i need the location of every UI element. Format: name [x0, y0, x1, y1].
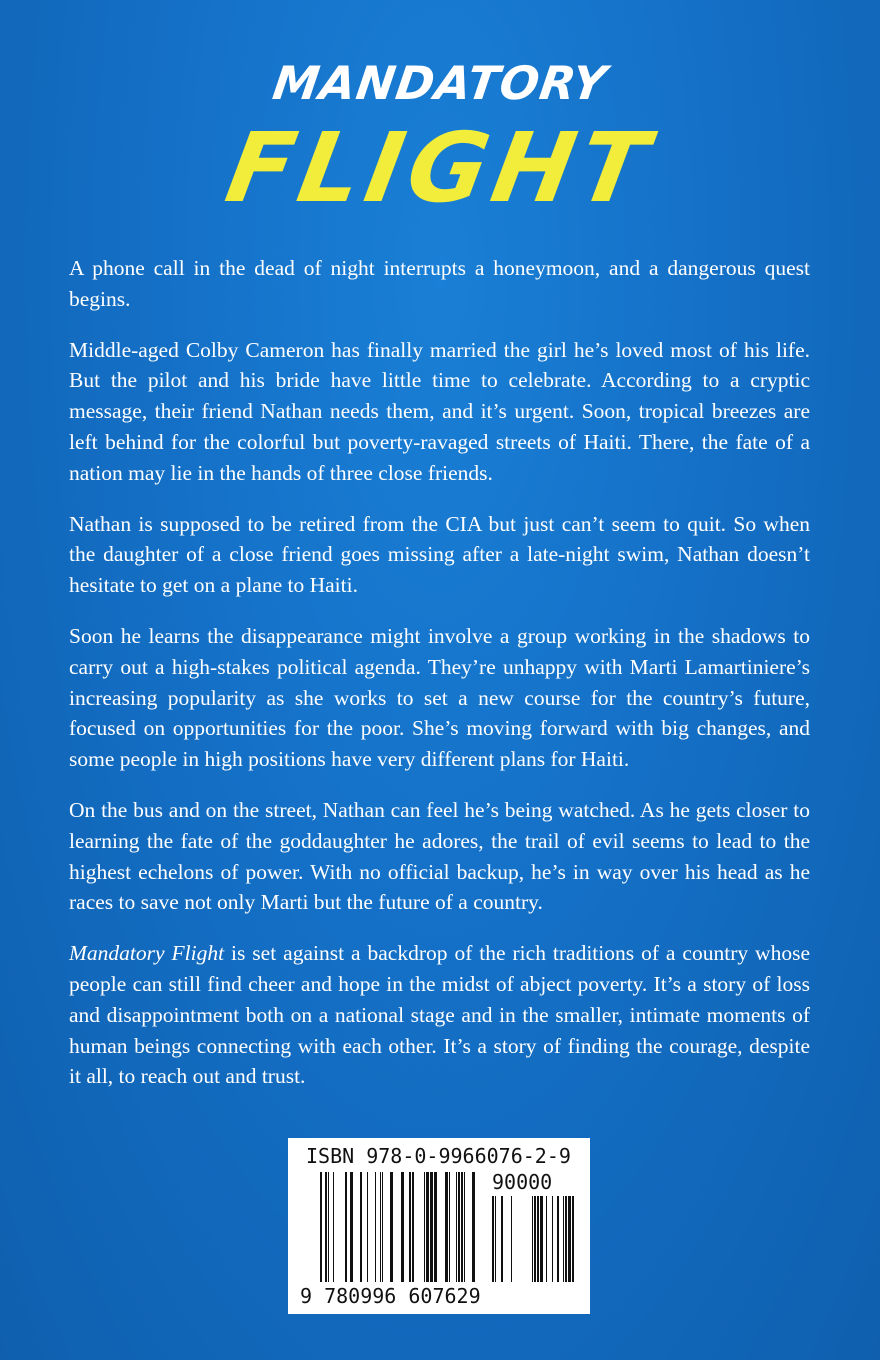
barcode-bar: [461, 1172, 463, 1282]
barcode-bar: [449, 1172, 450, 1282]
barcode-bar: [501, 1196, 503, 1282]
barcode-bar: [367, 1172, 368, 1282]
barcode-bar: [412, 1172, 414, 1282]
barcode-bar: [430, 1172, 433, 1282]
barcode-bar: [565, 1196, 567, 1282]
isbn-barcode: [288, 1138, 590, 1314]
barcode-bar: [464, 1172, 465, 1282]
barcode-bar: [350, 1172, 353, 1282]
blurb-paragraph-4: Soon he learns the disappearance might involve a group working in the shadows to carry out a high-stakes political agenda. They’re unhappy with Marti Lamartiniere’s increasing popularity as she works to set a new course for the country’s future, focused on opportunities for the poor. She’s moving forward with big changes, and some people in high positions have very different plans for Haiti.: [69, 623, 810, 772]
blurb-paragraph-3: Nathan is supposed to be retired from the CIA but just can’t seem to quit. So when the daughter of a close friend goes missing after a late-night swim, Nathan doesn’t hesitate to get on a plane to Haiti.: [69, 511, 810, 598]
price-addon-label: 90000: [492, 1170, 553, 1194]
barcode-bar: [375, 1172, 376, 1282]
barcode-bar: [390, 1172, 393, 1282]
barcode-bar: [458, 1172, 460, 1282]
barcode-bar: [495, 1196, 496, 1282]
barcode-bar: [532, 1196, 533, 1282]
barcode-bar: [333, 1172, 334, 1282]
barcode-bar: [328, 1172, 329, 1282]
barcode-bar: [456, 1172, 457, 1282]
isbn-label: ISBN 978-0-9966076-2-9: [306, 1144, 571, 1168]
barcode-bar: [380, 1172, 381, 1282]
blurb-paragraph-5: On the bus and on the street, Nathan can feel he’s being watched. As he gets closer to learning the fate of the goddaughter he adores, the trail of evil seems to lead to the highest echelons of power. With no official backup, he’s in way over his head as he races to save not only Marti but the future of a country.: [69, 797, 810, 915]
book-title-italic: Mandatory Flight: [69, 941, 225, 966]
barcode-bar: [568, 1196, 571, 1282]
barcode-bar: [325, 1172, 327, 1282]
title-mandatory: MANDATORY: [269, 56, 611, 110]
barcode-bar: [557, 1196, 559, 1282]
barcode-bar: [401, 1172, 404, 1282]
blurb: [69, 253, 810, 1112]
barcode-bar: [345, 1172, 347, 1282]
barcode-bar: [540, 1196, 543, 1282]
barcode-bar: [360, 1172, 362, 1282]
barcode-bar: [382, 1172, 383, 1282]
barcode-bar: [409, 1172, 411, 1282]
barcode-bar: [511, 1196, 512, 1282]
barcode-bar: [546, 1196, 547, 1282]
barcode-bar: [445, 1172, 448, 1282]
blurb-paragraph-1: A phone call in the dead of night interrupts a honeymoon, and a dangerous quest begins.: [69, 256, 810, 311]
blurb-paragraph-2: Middle-aged Colby Cameron has finally married the girl he’s loved most of his life. But the pilot and his bride have little time to celebrate. According to a cryptic message, their friend Nathan needs them, and it’s urgent. Soon, tropical breezes are left behind for the colorful but poverty-ravaged streets of Haiti. There, the fate of a nation may lie in the hands of three close friends.: [69, 337, 810, 485]
barcode-bar: [472, 1172, 475, 1282]
barcode-bar: [492, 1196, 494, 1282]
ean-number: 9 780996 607629: [300, 1284, 481, 1308]
barcode-bar: [426, 1172, 429, 1282]
barcode-bar: [563, 1196, 564, 1282]
barcode-bar: [534, 1196, 536, 1282]
blurb-paragraph-6: [69, 938, 810, 1092]
barcode-bar: [320, 1172, 322, 1282]
barcode-bar: [434, 1172, 437, 1282]
barcode-bar: [572, 1196, 574, 1282]
barcode-bar: [552, 1196, 553, 1282]
barcode-bar: [424, 1172, 425, 1282]
title-flight: FLIGHT: [218, 112, 662, 224]
blurb-paragraph-6-text: is set against a backdrop of the rich traditions of a country whose people can still find cheer and hope in the midst of abject poverty. It’s a story of loss and disappointment both on a national stage and in the smaller, intimate moments of human beings connecting with each other. It’s a story of finding the courage, despite it all, to reach out and trust.: [69, 941, 810, 1089]
barcode-bar: [537, 1196, 539, 1282]
